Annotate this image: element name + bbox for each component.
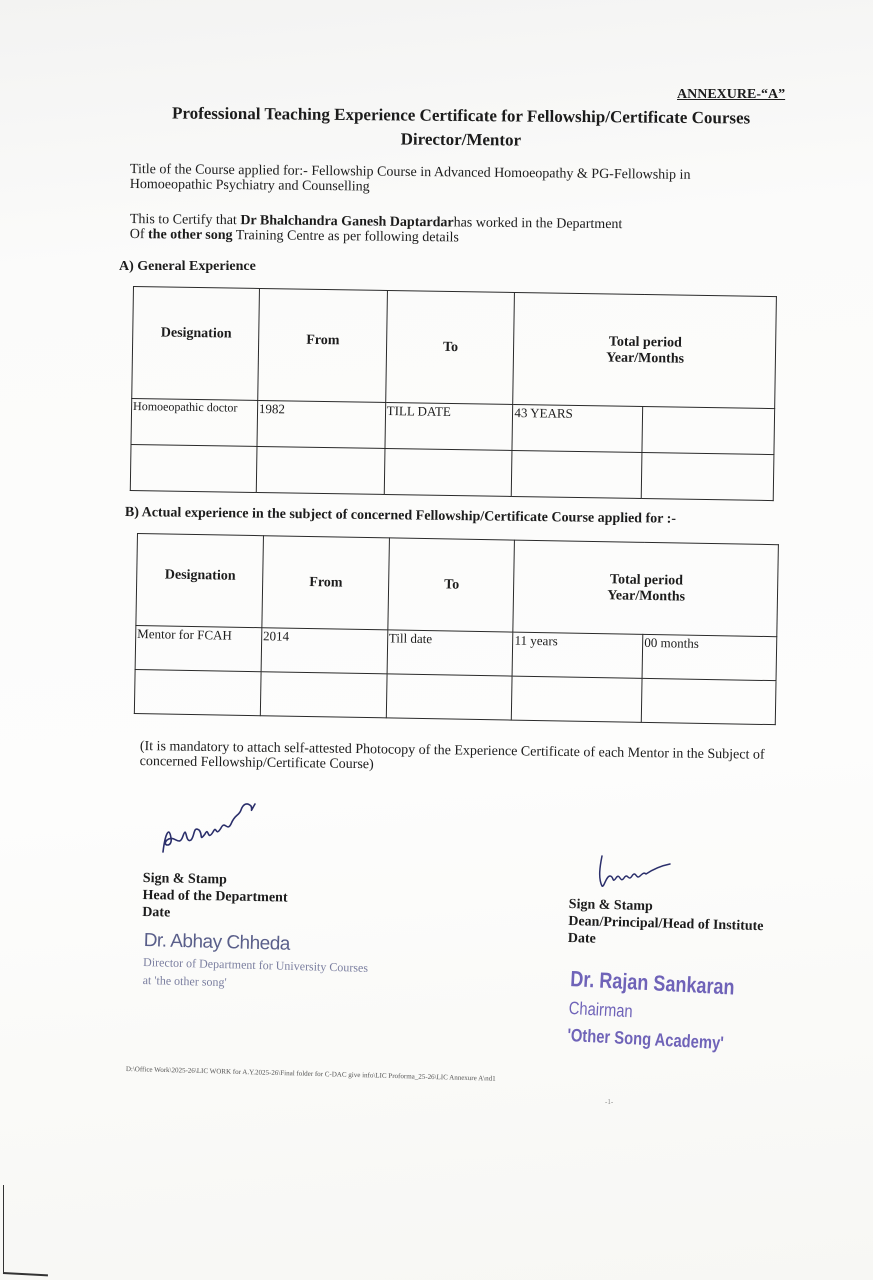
cell-designation: Homoeopathic doctor: [131, 398, 258, 446]
title-line-2: Director/Mentor: [400, 129, 522, 150]
certify-paragraph: [130, 212, 770, 249]
course-title-paragraph: [130, 162, 770, 199]
document-title: [128, 101, 794, 155]
role-label: Head of the Department: [142, 887, 288, 906]
cell-years: 43 YEARS: [512, 404, 643, 452]
cell-designation: [134, 669, 261, 715]
table-row: [130, 444, 774, 500]
cell-years: [512, 676, 643, 722]
cell-from: [256, 446, 384, 494]
cell-to: TILL DATE: [385, 402, 513, 450]
page-edge: [3, 1272, 48, 1276]
stamp-head-of-department: [142, 930, 368, 994]
cell-designation: [130, 444, 257, 492]
signature-head-of-department: [155, 790, 265, 860]
dean-signature-block: [568, 896, 765, 952]
table-header-row: [132, 287, 777, 409]
page-number: -1-: [605, 1098, 614, 1106]
stamp-dean: [567, 966, 735, 1054]
cell-to: Till date: [387, 630, 513, 676]
dept-name: the other song: [147, 227, 233, 244]
cell-to: [386, 674, 512, 720]
cell-months: [642, 407, 774, 455]
header-total-period: [513, 292, 776, 408]
header-to: To: [388, 538, 515, 632]
header-total-line2: Year/Months: [606, 349, 685, 367]
stamp-org: 'Other Song Academy': [566, 1024, 725, 1054]
date-label: Date: [142, 904, 171, 921]
certify-prefix: This to Certify that: [129, 212, 241, 229]
header-total-line1: Total period: [608, 333, 682, 351]
stamp-title: Chairman: [568, 997, 634, 1022]
sign-stamp-label: Sign & Stamp: [568, 896, 653, 915]
cell-from: 2014: [261, 628, 388, 674]
stamp-name: Dr. Abhay Chheda: [143, 930, 291, 955]
annexure-label: ANNEXURE-“A”: [677, 87, 786, 102]
certify-mid: has worked in the Department: [453, 215, 623, 233]
cell-to: [384, 448, 512, 496]
section-b-heading: B) Actual experience in the subject of concerned Fellowship/Certificate Course applied for :-: [124, 505, 677, 527]
cell-years: 11 years: [512, 632, 643, 678]
page-edge: [3, 1185, 4, 1273]
title-line-1: Professional Teaching Experience Certificate for Fellowship/Certificate Courses: [171, 103, 751, 128]
header-from: From: [258, 288, 388, 402]
cell-years: [512, 450, 643, 498]
table-header-row: [136, 534, 779, 637]
stamp-org: at 'the other song': [142, 972, 227, 990]
header-designation: Designation: [136, 534, 263, 628]
header-total-period: [513, 540, 778, 637]
dept-suffix: Training Centre as per following details: [232, 228, 459, 246]
course-label: Title of the Course applied for:-: [129, 162, 312, 179]
cell-from: [260, 672, 387, 718]
cell-from: 1982: [257, 400, 385, 448]
course-value: Fellowship Course in Advanced Homoeopathy & PG-Fellowship in Homoeopathic Psychiatry and Counselling: [129, 163, 691, 195]
stamp-name: Dr. Rajan Sankaran: [569, 966, 736, 1000]
general-experience-table: [130, 286, 777, 501]
header-total-line2: Year/Months: [607, 587, 686, 605]
stamp-title: Director of Department for University Courses: [142, 954, 369, 975]
dept-prefix: Of: [129, 226, 149, 243]
sign-stamp-label: Sign & Stamp: [142, 870, 228, 888]
section-a-heading: A) General Experience: [119, 259, 256, 274]
cell-designation: Mentor for FCAH: [135, 625, 262, 671]
role-label: Dean/Principal/Head of Institute: [568, 913, 764, 935]
header-from: From: [262, 536, 389, 630]
person-name: Dr Bhalchandra Ganesh Daptardar: [240, 213, 454, 231]
footer-file-path: D:\Office Work\2025-26\LIC WORK for A.Y.2025-26\Final folder for C-DAC give info\LIC Proforma_25-26\LIC Annexure A\nd1: [125, 1065, 496, 1083]
signature-dean: [596, 852, 676, 892]
cell-months: [641, 678, 776, 724]
cell-months: 00 months: [642, 634, 777, 680]
mandatory-note: (It is mandatory to attach self-attested Photocopy of the Experience Certificate of each Mentor in the Subject of concerned Fellowship/Certificate Course): [139, 739, 765, 773]
header-designation: Designation: [132, 287, 260, 401]
header-total-line1: Total period: [609, 571, 684, 589]
header-to: To: [385, 290, 515, 404]
date-label: Date: [567, 930, 597, 947]
actual-experience-table: [134, 533, 779, 725]
head-of-department-signature-block: [142, 870, 288, 924]
cell-months: [641, 453, 773, 501]
